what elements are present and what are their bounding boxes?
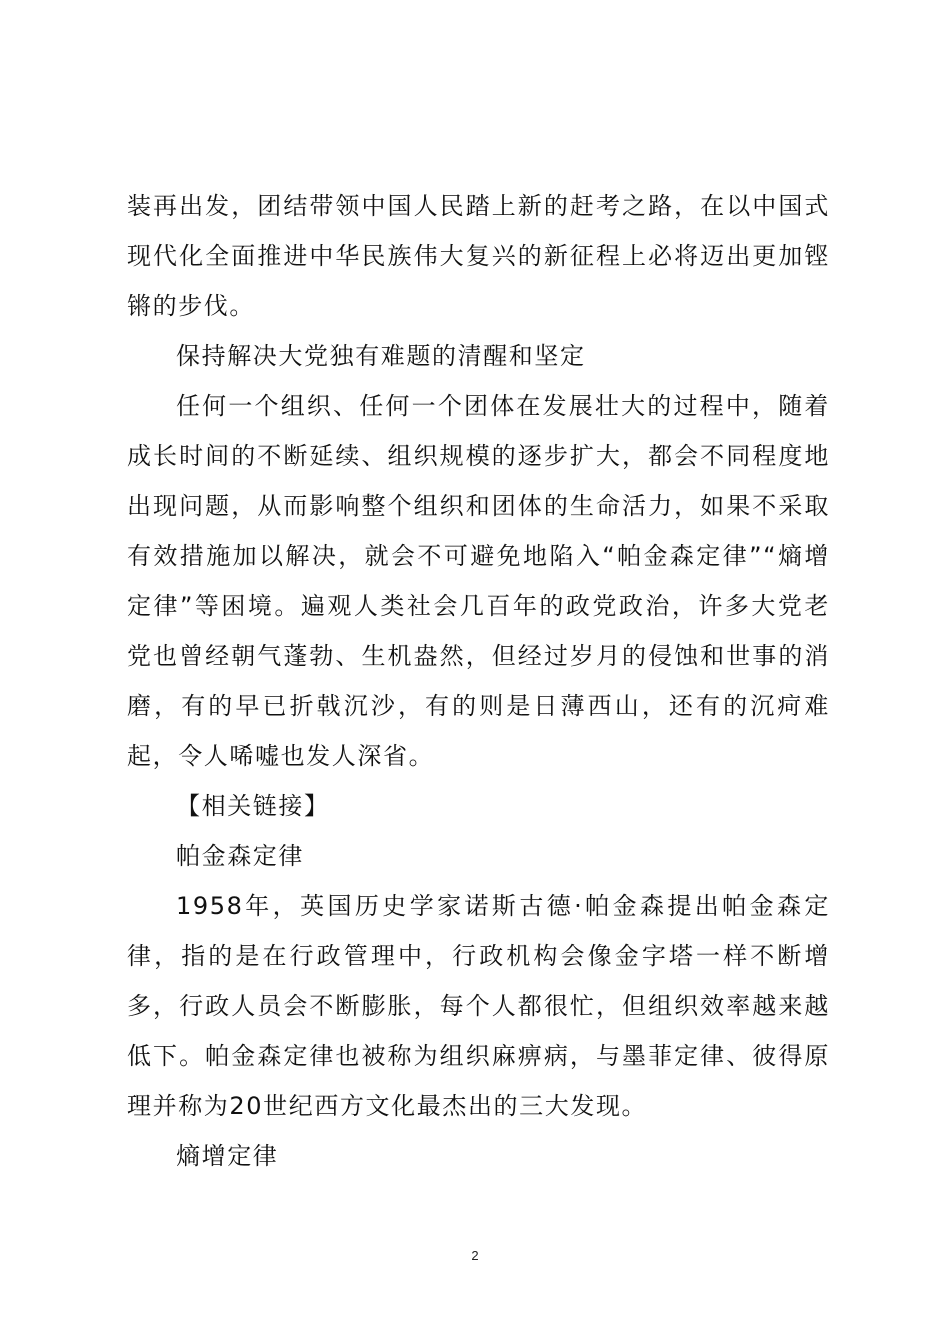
- paragraph-continuation: 装再出发，团结带领中国人民踏上新的赶考之路，在以中国式现代化全面推进中华民族伟大复兴的新征程上必将迈出更加铿锵的步伐。: [127, 192, 830, 320]
- paragraph: 任何一个组织、任何一个团体在发展壮大的过程中，随着成长时间的不断延续、组织规模的逐步扩大，都会不同程度地出现问题，从而影响整个组织和团体的生命活力，如果不采取有效措施加以解决，就会不可避免地陷入“帕金森定律”“熵增定律”等困境。遍观人类社会几百年的政党政治，许多大党老党也曾经朝气蓬勃、生机盎然，但经过岁月的侵蚀和世事的消磨，有的早已折戟沉沙，有的则是日薄西山，还有的沉疴难起，令人唏嘘也发人深省。: [127, 392, 830, 770]
- body-text: [127, 181, 830, 1181]
- subheading-entropy-law: 熵增定律: [176, 1142, 279, 1170]
- related-links-heading: 【相关链接】: [176, 792, 330, 820]
- paragraph-parkinson-law: 1958年，英国历史学家诺斯古德·帕金森提出帕金森定律，指的是在行政管理中，行政机构会像金字塔一样不断增多，行政人员会不断膨胀，每个人都很忙，但组织效率越来越低下。帕金森定律也被称为组织麻痹病，与墨菲定律、彼得原理并称为20世纪西方文化最杰出的三大发现。: [127, 892, 830, 1120]
- subheading-parkinson-law: 帕金森定律: [176, 842, 304, 870]
- page-number: 2: [471, 1248, 479, 1263]
- section-heading: 保持解决大党独有难题的清醒和坚定: [176, 342, 586, 370]
